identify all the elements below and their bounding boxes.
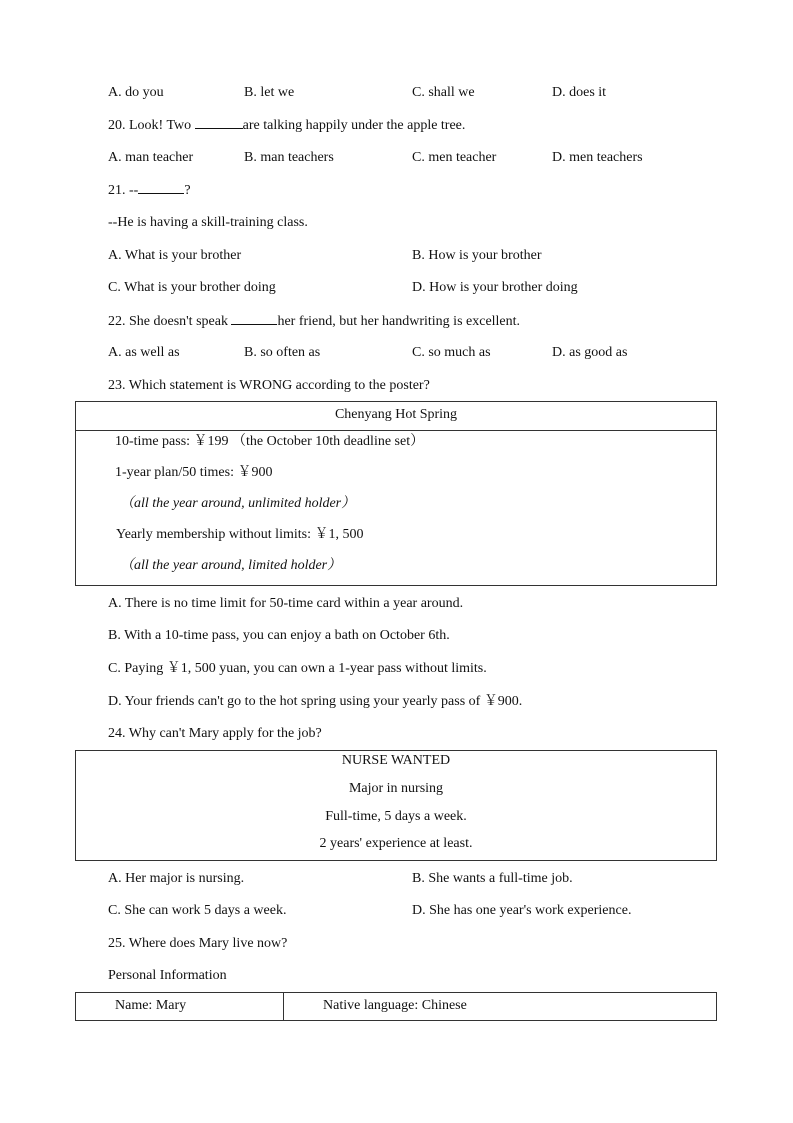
q25-question: 25. Where does Mary live now? <box>108 936 288 951</box>
q23-option-a[interactable]: A. There is no time limit for 50-time card within a year around. <box>108 596 464 611</box>
q19-option-c[interactable]: C. shall we <box>412 85 475 100</box>
q22-option-a[interactable]: A. as well as <box>108 345 180 360</box>
q22-blank <box>231 312 277 325</box>
q23-option-d[interactable]: D. Your friends can't go to the hot spring using your yearly pass of ￥900. <box>108 694 523 709</box>
q20-prefix: 20. Look! Two <box>108 118 192 133</box>
cell-native-language: Native language: Chinese <box>323 998 467 1013</box>
q21-option-a[interactable]: A. What is your brother <box>108 248 242 263</box>
q24-option-b[interactable]: B. She wants a full-time job. <box>412 871 573 886</box>
q21-suffix: ? <box>184 183 191 198</box>
q23-option-c[interactable]: C. Paying ￥1, 500 yuan, you can own a 1-year pass without limits. <box>108 661 487 676</box>
q20-option-d[interactable]: D. men teachers <box>552 150 643 165</box>
hot-spring-poster <box>75 401 717 586</box>
q20-blank <box>195 116 243 129</box>
q22-suffix: her friend, but her handwriting is excellent. <box>277 314 521 329</box>
cell-divider <box>283 993 284 1020</box>
personal-info-table <box>75 992 717 1021</box>
q24-option-a[interactable]: A. Her major is nursing. <box>108 871 245 886</box>
q19-option-a[interactable]: A. do you <box>108 85 164 100</box>
q22-option-c[interactable]: C. so much as <box>412 345 491 360</box>
q21-blank <box>138 181 184 194</box>
q20-suffix: are talking happily under the apple tree. <box>242 118 466 133</box>
ad-line-1: NURSE WANTED <box>341 753 451 768</box>
poster-line-5: （all the year around, limited holder） <box>120 558 342 573</box>
q20-option-c[interactable]: C. men teacher <box>412 150 497 165</box>
q20-option-b[interactable]: B. man teachers <box>244 150 334 165</box>
poster-line-4: Yearly membership without limits: ￥1, 500 <box>116 527 364 542</box>
q24-option-c[interactable]: C. She can work 5 days a week. <box>108 903 287 918</box>
nurse-wanted-ad <box>75 750 717 861</box>
q20-question <box>108 116 465 135</box>
q19-option-d[interactable]: D. does it <box>552 85 607 100</box>
q21-option-c[interactable]: C. What is your brother doing <box>108 280 276 295</box>
ad-line-2: Major in nursing <box>348 781 444 796</box>
poster-line-3: （all the year around, unlimited holder） <box>120 496 356 511</box>
cell-name: Name: Mary <box>115 998 187 1013</box>
q22-option-b[interactable]: B. so often as <box>244 345 321 360</box>
q19-option-b[interactable]: B. let we <box>244 85 295 100</box>
poster-line-1: 10-time pass: ￥199 （the October 10th deadline set） <box>115 434 425 449</box>
ad-line-3: Full-time, 5 days a week. <box>325 809 467 824</box>
q21-option-b[interactable]: B. How is your brother <box>412 248 542 263</box>
ad-line-4: 2 years' experience at least. <box>319 836 473 851</box>
q21-question <box>108 181 191 200</box>
q24-option-d[interactable]: D. She has one year's work experience. <box>412 903 632 918</box>
q22-option-d[interactable]: D. as good as <box>552 345 628 360</box>
q21-prefix: 21. -- <box>108 183 139 198</box>
q21-reply: --He is having a skill-training class. <box>108 215 308 230</box>
poster-line-2: 1-year plan/50 times: ￥900 <box>115 465 273 480</box>
q22-prefix: 22. She doesn't speak <box>108 314 228 329</box>
personal-info-caption: Personal Information <box>108 968 227 983</box>
poster-title: Chenyang Hot Spring <box>76 402 716 431</box>
q21-option-d[interactable]: D. How is your brother doing <box>412 280 578 295</box>
q24-question: 24. Why can't Mary apply for the job? <box>108 726 322 741</box>
q23-question: 23. Which statement is WRONG according to the poster? <box>108 378 430 393</box>
q22-question <box>108 312 520 331</box>
q20-option-a[interactable]: A. man teacher <box>108 150 194 165</box>
q23-option-b[interactable]: B. With a 10-time pass, you can enjoy a bath on October 6th. <box>108 628 450 643</box>
